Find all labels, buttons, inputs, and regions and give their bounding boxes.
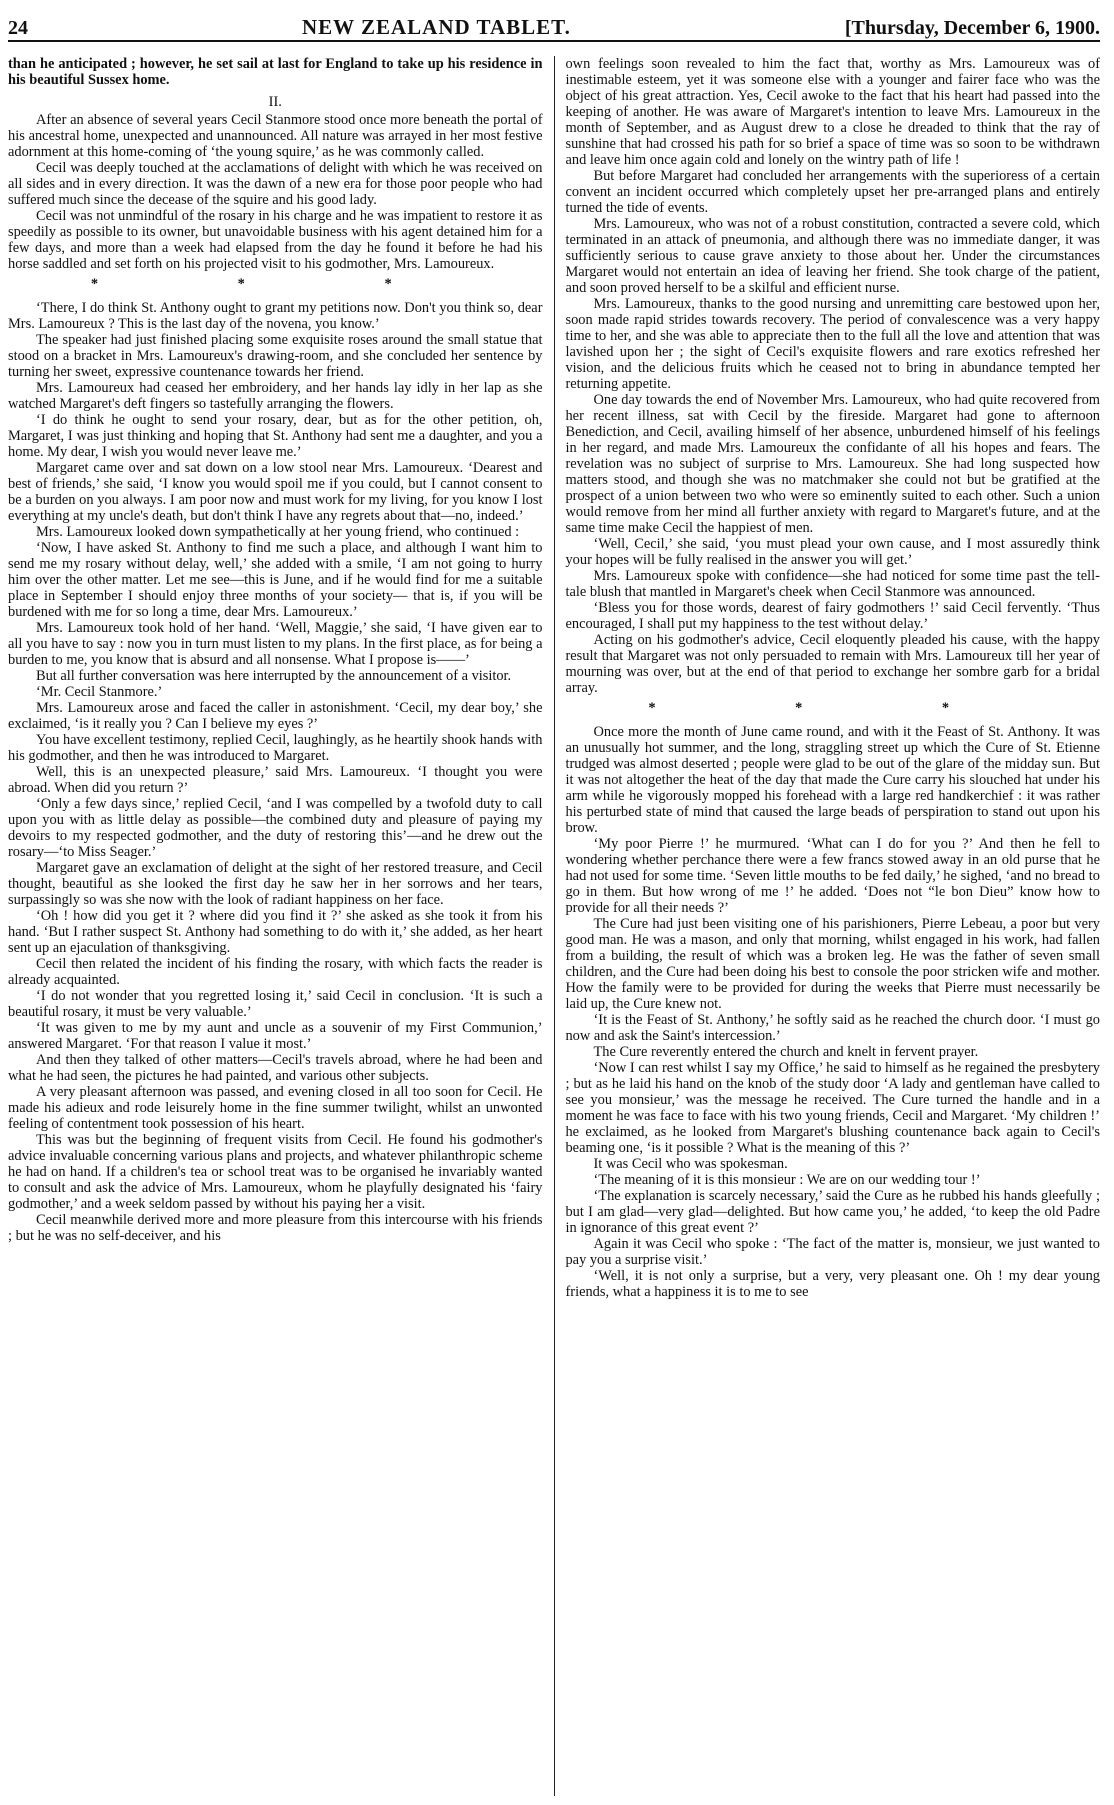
columns — [8, 56, 1100, 1796]
paragraph: Acting on his godmother's advice, Cecil eloquently pleaded his cause, with the happy result that Margaret was not only persuaded to remain with Mrs. Lamoureux till her year of mourning was over, but at the end of that period to exchange her sombre garb for a bridal array. — [565, 632, 1100, 696]
paragraph: Again it was Cecil who spoke : ‘The fact of the matter is, monsieur, we just wanted to pay you a surprise visit.’ — [565, 1236, 1100, 1268]
masthead — [8, 10, 1100, 42]
paragraph: ‘Well, it is not only a surprise, but a very, very pleasant one. Oh ! my dear young friends, what a happiness it is to me to see — [565, 1268, 1100, 1300]
paragraph: ‘There, I do think St. Anthony ought to grant my petitions now. Don't you think so, dear Mrs. Lamoureux ? This is the last day of the novena, you know.’ — [8, 300, 543, 332]
paragraph: A very pleasant afternoon was passed, and evening closed in all too soon for Cecil. He made his adieux and rode leisurely home in the fine summer twilight, whilst an unwonted feeling of contentment took possession of his heart. — [8, 1084, 543, 1132]
paragraph: ‘Now, I have asked St. Anthony to find me such a place, and although I want him to send me my rosary without delay, well,’ she added with a smile, ‘I am not going to hurry him over the other matter. Let me see—this is June, and if he would find for me a suitable place in September I should enjoy three months of your society— that is, if you will be burdened with me for so long a time, dear Mrs. Lamoureux.’ — [8, 540, 543, 620]
paragraph: The Cure reverently entered the church and knelt in fervent prayer. — [593, 1044, 979, 1060]
paragraph: ‘Oh ! how did you get it ? where did you find it ?’ she asked as she took it from his hand. ‘But I rather suspect St. Anthony had something to do with it,’ she added, as her heart sent up an ejaculation of thanksgiving. — [8, 908, 543, 956]
paragraph: Mrs. Lamoureux had ceased her embroidery, and her hands lay idly in her lap as she watched Margaret's deft fingers so tastefully arranging the flowers. — [8, 380, 543, 412]
paragraph: ‘It is the Feast of St. Anthony,’ he softly said as he reached the church door. ‘I must go now and ask the Saint's intercession.’ — [565, 1012, 1100, 1044]
paragraph: Once more the month of June came round, and with it the Feast of St. Anthony. It was an unusually hot summer, and the long, straggling street up which the Cure of St. Etienne trudged was almost deserted ; people were glad to be out of the glare of the midday sun. But it was not altogether the heat of the day that made the Cure carry his slouched hat under his arm while he vigorously mopped his forehead with a large red handkerchief : it was rather his perturbed state of mind that caused the large beads of perspiration to stand out upon his brow. — [565, 724, 1100, 836]
paragraph: Cecil meanwhile derived more and more pleasure from this intercourse with his friends ; but he was no self-deceiver, and his — [8, 1212, 543, 1244]
paragraph: ‘The meaning of it is this monsieur : We are on our wedding tour !’ — [593, 1172, 981, 1188]
right-column — [565, 56, 1100, 1796]
paragraph: Margaret gave an exclamation of delight at the sight of her restored treasure, and Cecil thought, beautiful as she looked the first day he saw her in her sorrows and her tears, surpassingly so was she now with the look of radiant happiness on her face. — [8, 860, 543, 908]
paragraph: ‘Now I can rest whilst I say my Office,’ he said to himself as he regained the presbytery ; but as he laid his hand on the knob of the study door ‘A lady and gentleman have called to see you monsieur,’ was the message he received. The Cure turned the handle and in a moment he was face to face with his two young friends, Cecil and Margaret. ‘My children !’ he exclaimed, as he looked from Margaret's blushing countenance back again to Cecil's beaming one, ‘is it possible ? What is the meaning of this ?’ — [565, 1060, 1100, 1156]
paragraph: ‘The explanation is scarcely necessary,’ said the Cure as he rubbed his hands gleefully ; but I am glad—very glad—delighted. But how came you,’ he added, ‘to keep the old Padre in ignorance of this great event ?’ — [565, 1188, 1100, 1236]
paragraph: ‘It was given to me by my aunt and uncle as a souvenir of my First Communion,’ answered Margaret. ‘For that reason I value it most.’ — [8, 1020, 543, 1052]
paragraph: own feelings soon revealed to him the fact that, worthy as Mrs. Lamoureux was of inestimable esteem, yet it was someone else with a younger and fairer face who was the object of his great attraction. Yes, Cecil awoke to the fact that his heart had passed into the keeping of another. He was aware of Margaret's intention to leave Mrs. Lamoureux in the month of September, and as August drew to a close he dreaded to think that the ray of sunshine that had crossed his path for so brief a space of time was so soon to be withdrawn and leave him once again cold and lonely on the wintry path of life ! — [565, 56, 1100, 168]
paragraph: The Cure had just been visiting one of his parishioners, Pierre Lebeau, a poor but very good man. He was a mason, and only that morning, whilst engaged in his work, had fallen from a building, the result of which was a broken leg. He was the father of seven small children, and the Cure had been doing his best to console the poor stricken wife and mother. How the family were to be provided for during the weeks that Pierre must necessarily be laid up, the Cure knew not. — [565, 916, 1100, 1012]
issue-date: [Thursday, December 6, 1900. — [844, 17, 1100, 39]
paragraph: Cecil was not unmindful of the rosary in his charge and he was impatient to restore it as speedily as possible to its owner, but unavoidable business with his agent detained him for a few days, and more than a week had elapsed from the day he found it before he had his horse saddled and set forth on his projected visit to his godmother, Mrs. Lamoureux. — [8, 208, 543, 272]
newspaper-title: NEW ZEALAND TABLET. — [301, 15, 571, 39]
section-break-stars: * * * — [648, 700, 1018, 716]
paragraph: ‘I do think he ought to send your rosary, dear, but as for the other petition, oh, Margaret, I was just thinking and hoping that St. Anthony had sent me a daughter, and you a home. My dear, I wish you would never leave me.’ — [8, 412, 543, 460]
paragraph: ‘Bless you for those words, dearest of fairy godmothers !’ said Cecil fervently. ‘Thus encouraged, I shall put my happiness to the test without delay.’ — [565, 600, 1100, 632]
paragraph: ‘Well, Cecil,’ she said, ‘you must plead your own cause, and I most assuredly think your hopes will be fully realised in the answer you will get.’ — [565, 536, 1100, 568]
paragraph: You have excellent testimony, replied Cecil, laughingly, as he heartily shook hands with his godmother, and then he was introduced to Margaret. — [8, 732, 543, 764]
left-column — [8, 56, 543, 1796]
paragraph: than he anticipated ; however, he set sail at last for England to take up his residence in his beautiful Sussex home. — [8, 56, 543, 88]
paragraph: Mrs. Lamoureux, thanks to the good nursing and unremitting care bestowed upon her, soon made rapid strides towards recovery. The period of convalescence was a very happy time to her, and she was able to appreciate then to the full all the love and attention that was lavished upon her ; the sight of Cecil's exquisite flowers and rare exotics refreshed her vision, and the delicious fruits which he ceased not to bring in abundance tempted her returning appetite. — [565, 296, 1100, 392]
paragraph: Mrs. Lamoureux looked down sympathetically at her young friend, who continued : — [36, 524, 520, 540]
paragraph: ‘My poor Pierre !’ he murmured. ‘What can I do for you ?’ And then he fell to wondering whether perchance there were a few francs stowed away in an old purse that he had not used for some time. ‘Seven little mouths to be fed daily,’ he sighed, ‘and no bread to go in them. But how wrong of me !’ he added. ‘Does not “le bon Dieu” know how to provide for all their needs ?’ — [565, 836, 1100, 916]
paragraph: Mrs. Lamoureux, who was not of a robust constitution, contracted a severe cold, which terminated in an attack of pneumonia, and although there was no immediate danger, it was sufficiently serious to cause grave anxiety to those about her. Under the circumstances Margaret would not entertain an idea of leaving her friend. She took charge of the patient, and soon proved herself to be a skilful and efficient nurse. — [565, 216, 1100, 296]
paragraph: Well, this is an unexpected pleasure,’ said Mrs. Lamoureux. ‘I thought you were abroad. When did you return ?’ — [8, 764, 543, 796]
paragraph: After an absence of several years Cecil Stanmore stood once more beneath the portal of his ancestral home, unexpected and unannounced. All nature was arrayed in her most festive adornment at this home-coming of ‘the young squire,’ as he was commonly called. — [8, 112, 543, 160]
page-number: 24 — [8, 17, 28, 39]
paragraph: Margaret came over and sat down on a low stool near Mrs. Lamoureux. ‘Dearest and best of friends,’ she said, ‘I know you would spoil me if you could, but I cannot consent to be a burden on you always. I am poor now and must work for my living, for you know I lost everything at my uncle's death, but don't think I have any regrets about that—no, indeed.’ — [8, 460, 543, 524]
paragraph: The speaker had just finished placing some exquisite roses around the small statue that stood on a bracket in Mrs. Lamoureux's drawing-room, and she concluded her sentence by turning her sweet, expressive countenance towards her friend. — [8, 332, 543, 380]
paragraph: Mrs. Lamoureux spoke with confidence—she had noticed for some time past the tell-tale blush that mantled in Margaret's cheek when Cecil Stanmore was announced. — [565, 568, 1100, 600]
paragraph: But before Margaret had concluded her arrangements with the superioress of a certain convent an incident occurred which completely upset her pre-arranged plans and entirely turned the tide of events. — [565, 168, 1100, 216]
paragraph: It was Cecil who was spokesman. — [593, 1156, 788, 1172]
section-number: II. — [268, 94, 282, 110]
paragraph: Cecil then related the incident of his finding the rosary, with which facts the reader is already acquainted. — [8, 956, 543, 988]
paragraph: And then they talked of other matters—Cecil's travels abroad, where he had been and what he had seen, the pictures he had painted, and various other subjects. — [8, 1052, 543, 1084]
paragraph: But all further conversation was here interrupted by the announcement of a visitor. — [36, 668, 512, 684]
paragraph: Mrs. Lamoureux arose and faced the caller in astonishment. ‘Cecil, my dear boy,’ she exclaimed, ‘is it really you ? Can I believe my eyes ?’ — [8, 700, 543, 732]
paragraph: Cecil was deeply touched at the acclamations of delight with which he was received on all sides and in every direction. It was the dawn of a new era for those poor people who had suffered much since the decease of the squire and his good lady. — [8, 160, 543, 208]
column-rule — [554, 56, 555, 1796]
paragraph: ‘I do not wonder that you regretted losing it,’ said Cecil in conclusion. ‘It is such a beautiful rosary, it must be very valuable.’ — [8, 988, 543, 1020]
paragraph: ‘Only a few days since,’ replied Cecil, ‘and I was compelled by a twofold duty to call upon you with as little delay as possible—the combined duty and pleasure of paying my devoirs to my respected godmother, and the duty of restoring this’—and he drew out the rosary—‘to Miss Seager.’ — [8, 796, 543, 860]
paragraph: This was but the beginning of frequent visits from Cecil. He found his godmother's advice invaluable concerning various plans and projects, and whatever philanthropic scheme he had on hand. If a children's tea or school treat was to be organised he invariably wanted to consult and ask the advice of Mrs. Lamoureux, whom he playfully designated his ‘fairy godmother,’ and a week seldom passed by without his paying her a visit. — [8, 1132, 543, 1212]
section-break-stars: * * * — [90, 276, 460, 292]
paragraph: One day towards the end of November Mrs. Lamoureux, who had quite recovered from her recent illness, sat with Cecil by the fireside. Margaret had gone to afternoon Benediction, and Cecil, availing himself of her absence, unburdened himself of his feelings in her regard, and made Mrs. Lamoureux the confidante of all his hopes and fears. The revelation was no subject of surprise to Mrs. Lamoureux. She had long suspected how matters stood, and though she was no matchmaker she could not but be gratified at the prospect of a union between two who were so eminently suited to each other. Such a union would remove from her mind all further anxiety with regard to Margaret's future, and at the same time make Cecil the happiest of men. — [565, 392, 1100, 536]
paragraph: Mrs. Lamoureux took hold of her hand. ‘Well, Maggie,’ she said, ‘I have given ear to all you have to say : now you in turn must listen to my plans. In the first place, as for being a burden to me, you know that is absurd and all nonsense. What I propose is——’ — [8, 620, 543, 668]
paragraph: ‘Mr. Cecil Stanmore.’ — [36, 684, 163, 700]
